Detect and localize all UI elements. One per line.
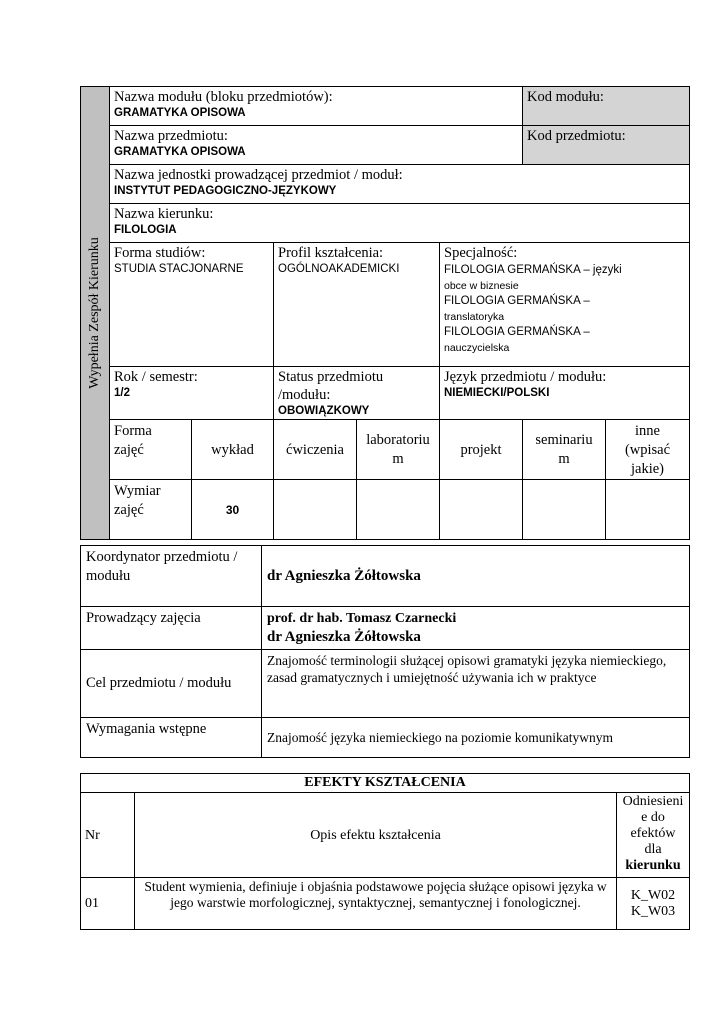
details-table xyxy=(80,545,690,758)
hours-other xyxy=(606,480,690,540)
year-label: Rok / semestr: xyxy=(114,369,198,385)
side-label-cell xyxy=(81,87,110,540)
class-type-seminar xyxy=(523,420,606,480)
hours-label: Wymiar xyxy=(114,483,161,499)
hours-seminar xyxy=(523,480,606,540)
class-type-project-label: projekt xyxy=(460,441,502,458)
profile-cell xyxy=(274,243,440,367)
outcome-ref-cell xyxy=(617,878,690,930)
outcome-ref: K_W02 xyxy=(630,887,676,903)
goal-value-cell xyxy=(262,650,690,718)
teacher-name: dr Agnieszka Żółtowska xyxy=(267,629,421,645)
unit-label: Nazwa jednostki prowadzącej przedmiot / moduł: xyxy=(114,167,403,183)
specialty-cell xyxy=(440,243,690,367)
field-label: Nazwa kierunku: xyxy=(114,206,214,222)
language-label: Język przedmiotu / modułu: xyxy=(444,369,607,385)
outcome-ref: K_W03 xyxy=(630,903,676,919)
specialty-line: FILOLOGIA GERMAŃSKA – języki xyxy=(444,264,622,276)
outcome-row xyxy=(81,878,690,930)
goal-label-cell xyxy=(81,650,262,718)
hours-label: zajęć xyxy=(114,502,144,518)
module-name-value: GRAMATYKA OPISOWA xyxy=(114,107,246,119)
unit-cell xyxy=(110,165,690,204)
subject-code-cell xyxy=(523,126,690,165)
outcomes-title: EFEKTY KSZTAŁCENIA xyxy=(304,775,466,790)
outcome-nr-cell xyxy=(81,878,135,930)
status-cell xyxy=(274,367,440,420)
status-value: OBOWIĄZKOWY xyxy=(278,405,370,417)
outcome-nr: 01 xyxy=(85,896,99,911)
col-nr-header xyxy=(81,793,135,878)
module-code-cell xyxy=(523,87,690,126)
col-ref-header xyxy=(617,793,690,878)
hours-label-cell xyxy=(110,480,192,540)
subject-name-cell xyxy=(110,126,523,165)
goal-value: Znajomość terminologii służącej opisowi gramatyki języka niemieckiego, zasad gramatycznych i umiejętność używania ich w praktyce xyxy=(267,653,667,685)
language-value: NIEMIECKI/POLSKI xyxy=(444,387,550,399)
outcome-desc-cell xyxy=(135,878,617,930)
hours-lecture xyxy=(192,480,274,540)
col-ref-label: efektów xyxy=(630,826,676,841)
class-type-seminar-label: seminariu xyxy=(535,432,593,448)
unit-value: INSTYTUT PEDAGOGICZNO-JĘZYKOWY xyxy=(114,185,337,197)
teachers-label: Prowadzący zajęcia xyxy=(86,610,201,626)
col-ref-label: kierunku xyxy=(625,858,681,873)
col-ref-label: e do xyxy=(641,810,665,825)
prereq-label-cell xyxy=(81,718,262,758)
col-desc-header xyxy=(135,793,617,878)
language-cell xyxy=(440,367,690,420)
field-cell xyxy=(110,204,690,243)
class-type-exercises xyxy=(274,420,357,480)
specialty-line: nauczycielska xyxy=(444,342,510,354)
field-value: FILOLOGIA xyxy=(114,224,177,236)
module-name-cell xyxy=(110,87,523,126)
outcome-desc: Student wymienia, definiuje i objaśnia podstawowe pojęcia służące opisowi języka w jego warstwie morfologicznej, syntaktycznej, semantycznej i fonologicznej. xyxy=(144,879,607,910)
class-type-lecture-label: wykład xyxy=(211,441,254,458)
class-type-laboratory xyxy=(357,420,440,480)
specialty-label: Specjalność: xyxy=(444,245,518,261)
col-ref-label: Odniesieni xyxy=(622,794,684,809)
class-type-laboratory-label: m xyxy=(392,451,404,467)
coordinator-label: modułu xyxy=(86,568,131,584)
prereq-label: Wymagania wstępne xyxy=(86,721,207,737)
module-code-label: Kod modułu: xyxy=(527,89,604,105)
profile-value: OGÓLNOAKADEMICKI xyxy=(278,263,400,275)
outcomes-table xyxy=(80,773,690,930)
specialty-line: translatoryka xyxy=(444,311,505,323)
col-ref-label: dla xyxy=(644,842,662,857)
year-value: 1/2 xyxy=(114,387,130,399)
class-type-other-label: inne xyxy=(635,422,660,439)
col-desc-label: Opis efektu kształcenia xyxy=(310,827,441,843)
goal-label: Cel przedmiotu / modułu xyxy=(86,675,232,691)
specialty-line: obce w biznesie xyxy=(444,280,519,292)
teachers-label-cell xyxy=(81,607,262,650)
coordinator-label-cell xyxy=(81,546,262,607)
prereq-value-cell xyxy=(262,718,690,758)
prereq-value: Znajomość języka niemieckiego na poziomie komunikatywnym xyxy=(267,730,614,745)
specialty-line: FILOLOGIA GERMAŃSKA – xyxy=(444,295,590,307)
class-form-label-cell xyxy=(110,420,192,480)
side-label: Wypełnia Zespół Kierunku xyxy=(87,237,102,389)
subject-name-value: GRAMATYKA OPISOWA xyxy=(114,146,246,158)
teachers-value-cell xyxy=(262,607,690,650)
study-form-label: Forma studiów: xyxy=(114,245,206,261)
profile-label: Profil kształcenia: xyxy=(278,245,384,261)
teacher-name: prof. dr hab. Tomasz Czarnecki xyxy=(267,611,457,626)
module-card-table xyxy=(80,86,690,540)
class-type-other xyxy=(606,420,690,480)
class-form-label: zajęć xyxy=(114,442,144,458)
outcomes-title-cell xyxy=(81,774,690,793)
class-type-other-label: jakie) xyxy=(630,460,664,477)
class-type-project xyxy=(440,420,523,480)
study-form-cell xyxy=(110,243,274,367)
class-type-lecture xyxy=(192,420,274,480)
hours-lecture-value: 30 xyxy=(225,502,240,517)
col-nr-label: Nr xyxy=(85,827,100,843)
subject-name-label: Nazwa przedmiotu: xyxy=(114,128,228,144)
status-label: Status przedmiotu /modułu: xyxy=(278,369,384,403)
study-form-value: STUDIA STACJONARNE xyxy=(114,263,244,275)
module-name-label: Nazwa modułu (bloku przedmiotów): xyxy=(114,89,333,105)
coordinator-label: Koordynator przedmiotu / xyxy=(86,549,238,565)
class-type-laboratory-label: laboratoriu xyxy=(366,432,430,448)
class-form-label: Forma xyxy=(114,423,152,439)
class-type-exercises-label: ćwiczenia xyxy=(286,441,344,458)
class-type-seminar-label: m xyxy=(558,451,570,467)
subject-code-label: Kod przedmiotu: xyxy=(527,128,626,144)
class-type-other-label: (wpisać xyxy=(624,441,671,458)
year-cell xyxy=(110,367,274,420)
coordinator-value-cell xyxy=(262,546,690,607)
hours-exercises xyxy=(274,480,357,540)
hours-laboratory xyxy=(357,480,440,540)
specialty-line: FILOLOGIA GERMAŃSKA – xyxy=(444,326,590,338)
hours-project xyxy=(440,480,523,540)
coordinator-value: dr Agnieszka Żółtowska xyxy=(267,567,421,584)
